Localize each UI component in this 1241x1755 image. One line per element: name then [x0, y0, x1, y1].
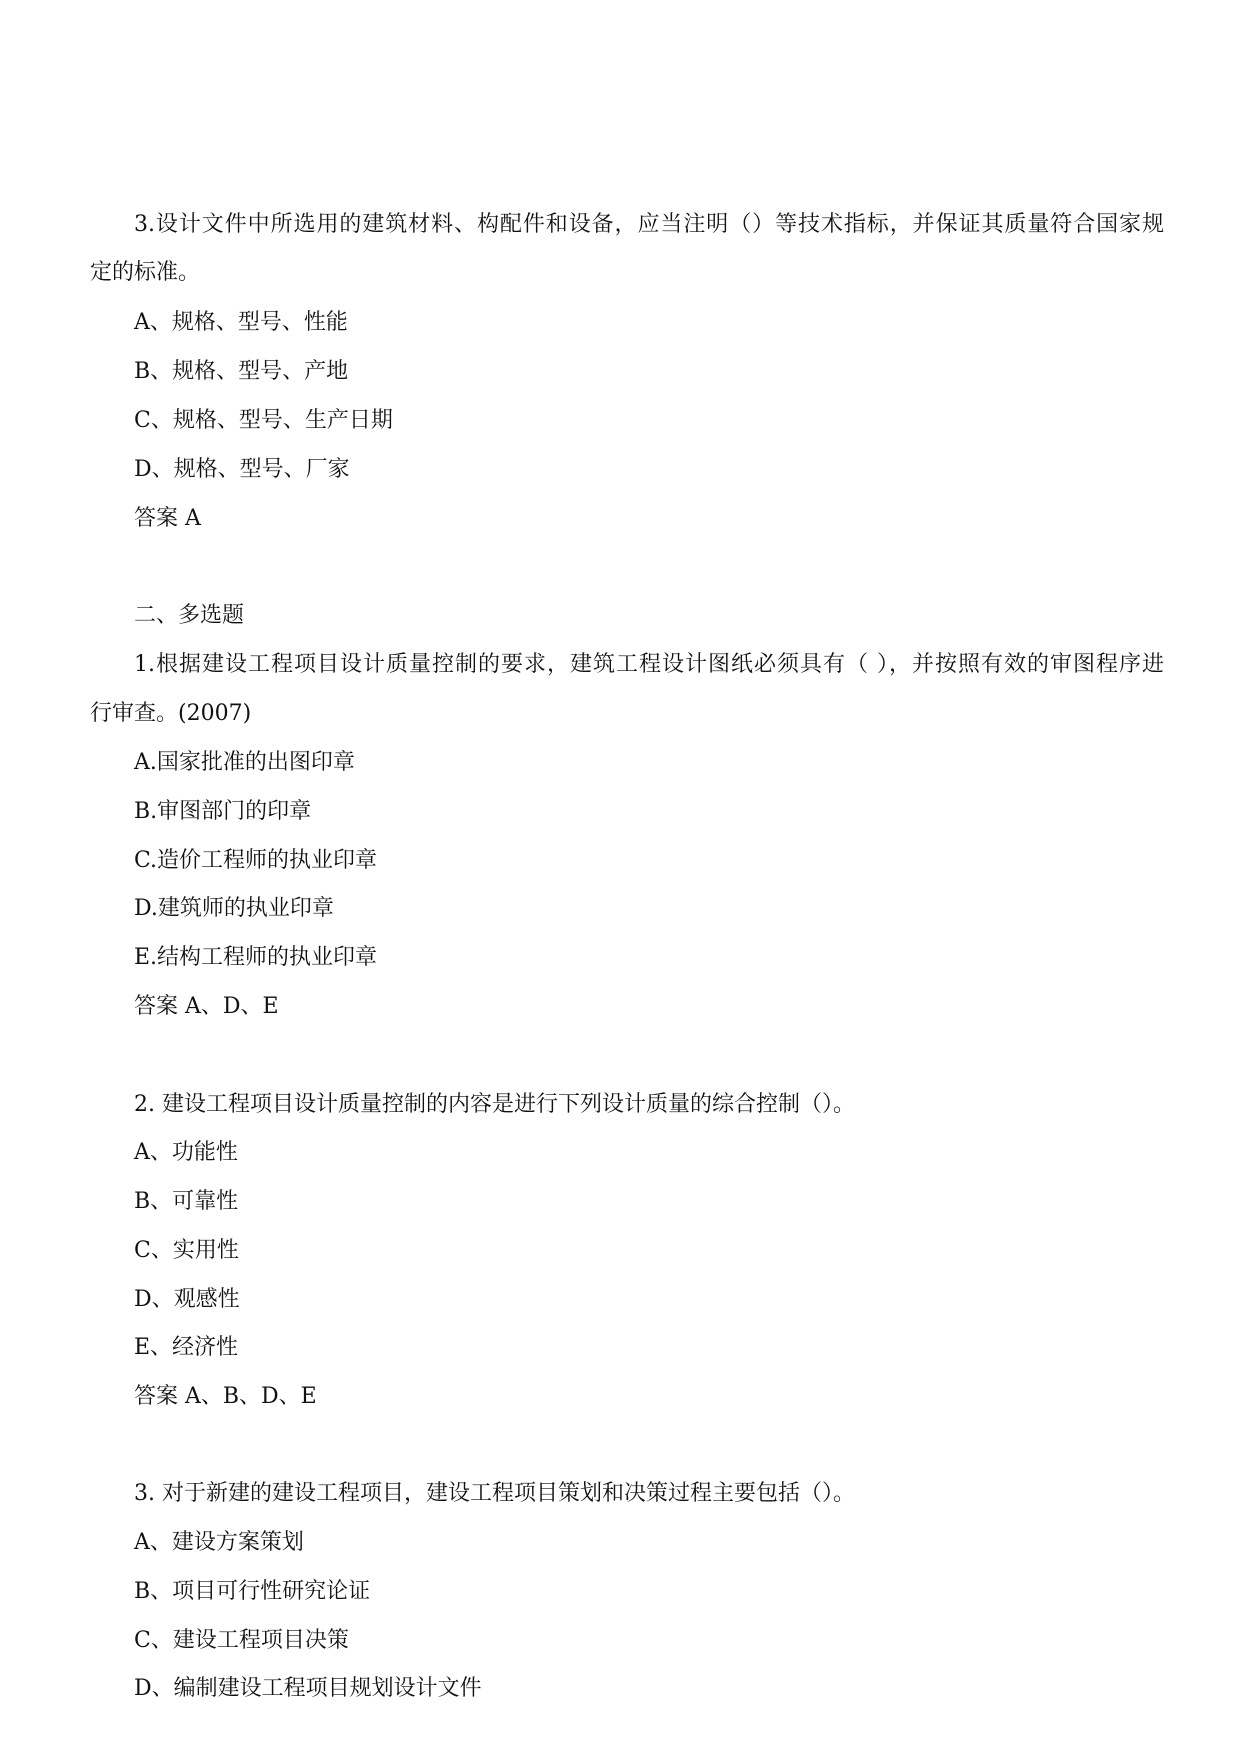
option-d: D、编制建设工程项目规划设计文件 — [134, 1676, 482, 1701]
option-e: E.结构工程师的执业印章 — [134, 945, 378, 970]
section-heading: 二、多选题 — [134, 603, 245, 628]
option-c: C、建设工程项目决策 — [134, 1628, 349, 1653]
question-text-continued: 行审查。(2007) — [90, 701, 252, 726]
answer: 答案 A — [134, 506, 201, 531]
option-c: C.造价工程师的执业印章 — [134, 848, 378, 873]
option-a: A.国家批准的出图印章 — [134, 750, 355, 775]
question-text-continued: 定的标准。 — [90, 260, 201, 285]
option-b: B.审图部门的印章 — [134, 799, 312, 824]
option-a: A、功能性 — [134, 1140, 238, 1165]
option-d: D、规格、型号、厂家 — [134, 457, 350, 482]
option-c: C、实用性 — [134, 1238, 239, 1263]
option-a: A、规格、型号、性能 — [134, 310, 348, 335]
answer: 答案 A、B、D、E — [134, 1384, 317, 1409]
option-e: E、经济性 — [134, 1335, 239, 1360]
option-d: D.建筑师的执业印章 — [134, 896, 334, 921]
option-b: B、项目可行性研究论证 — [134, 1579, 371, 1604]
question-text: 1.根据建设工程项目设计质量控制的要求，建筑工程设计图纸必须具有（ ），并按照有效的审图程序进 — [134, 652, 1164, 677]
answer: 答案 A、D、E — [134, 994, 279, 1019]
question-text: 2. 建设工程项目设计质量控制的内容是进行下列设计质量的综合控制（）。 — [134, 1092, 855, 1117]
option-b: B、规格、型号、产地 — [134, 359, 349, 384]
option-b: B、可靠性 — [134, 1189, 239, 1214]
question-text: 3.设计文件中所选用的建筑材料、构配件和设备，应当注明（）等技术指标，并保证其质量符合国家规 — [134, 212, 1164, 237]
option-c: C、规格、型号、生产日期 — [134, 408, 393, 433]
question-text: 3. 对于新建的建设工程项目，建设工程项目策划和决策过程主要包括（）。 — [134, 1481, 855, 1506]
option-d: D、观感性 — [134, 1287, 240, 1312]
option-a: A、建设方案策划 — [134, 1530, 304, 1555]
